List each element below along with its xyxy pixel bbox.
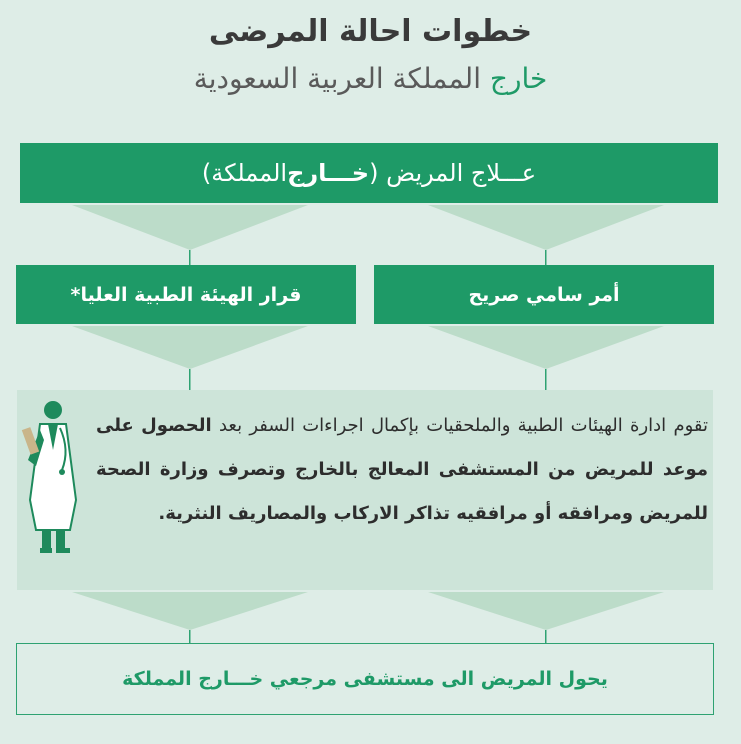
info-text-strong-2: على موعد للمريض من المستشفى المعالج بالخارج وتصرف وزارة الصحة للمريض ومرافقه أو مرافقيه تذاكر الاركاب والمصاريف النثرية. [96,415,708,524]
subtitle-rest: المملكة العربية السعودية [193,62,490,95]
result-text: يحول المريض الى مستشفى مرجعي خـــارج المملكة [122,668,608,690]
subtitle-accent: خارج [489,62,548,95]
info-text-strong-1: الحصول [141,415,212,436]
option-medical-board: قرار الهيئة الطبية العليا* [16,265,356,324]
step-treatment-suffix: المملكة) [201,159,288,187]
info-text [96,404,708,536]
option-royal-order: أمر سامي صريح [374,265,714,324]
info-text-start: تقوم ادارة الهيئات الطبية والملحقيات بإكمال اجراءات السفر بعد [211,415,708,436]
result-box [16,643,714,715]
page-title: خطوات احالة المرضى [208,14,533,49]
step-treatment-prefix: عـــلاج المريض ( [369,159,537,187]
step-treatment-emphasis: خـــارج [287,159,370,187]
